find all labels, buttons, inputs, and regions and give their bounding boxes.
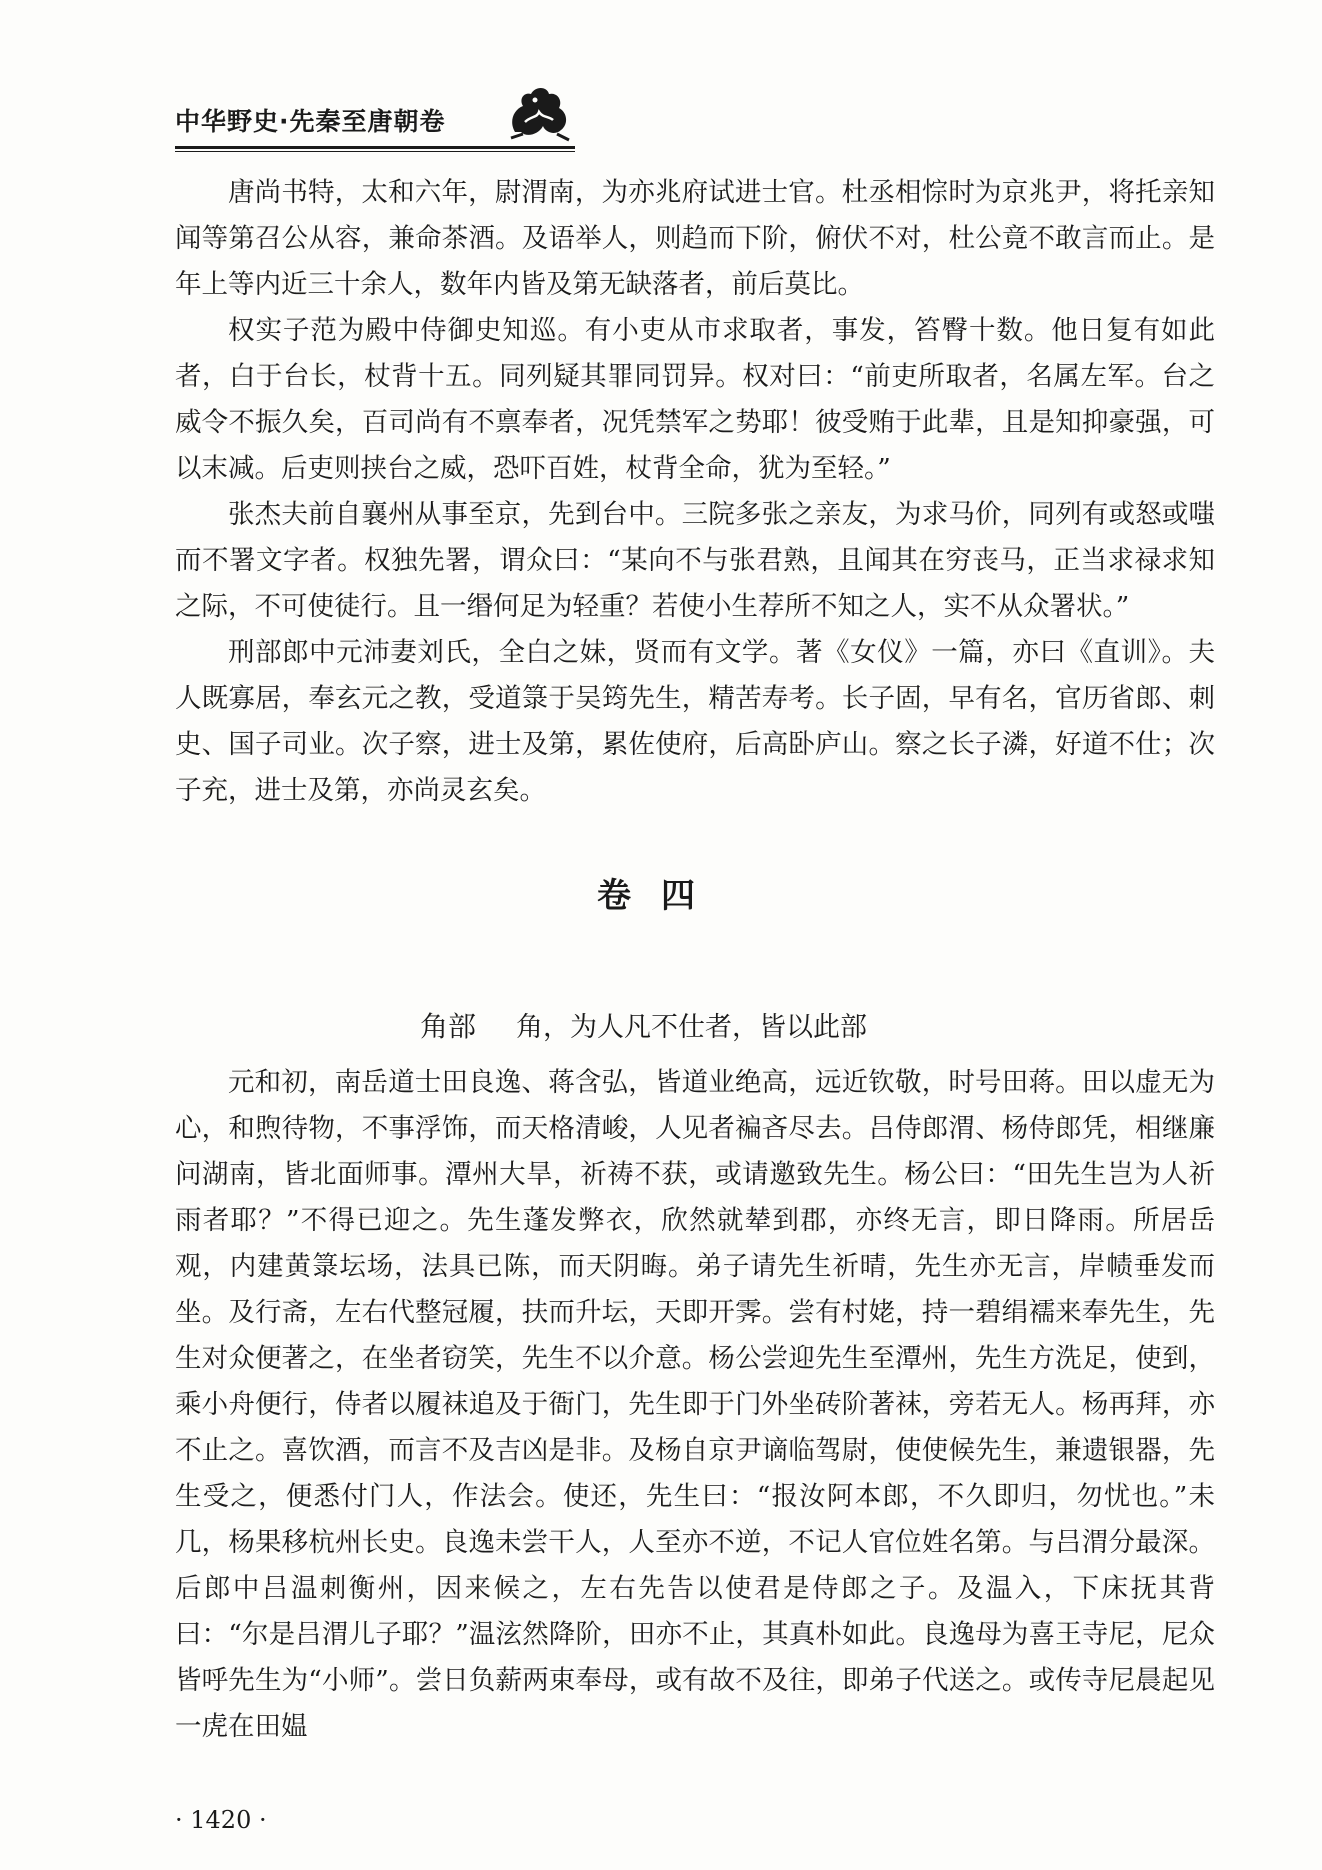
- section-2-text: [175, 1060, 1215, 1750]
- chapter-title: 卷四: [597, 876, 725, 916]
- paragraph: 刑部郎中元沛妻刘氏，全白之妹，贤而有文学。著《女仪》一篇，亦曰《直训》。夫人既寡居，奉玄元之教，受道箓于吴筠先生，精苦寿考。长子固，早有名，官历省郎、刺史、国子司业。次子察，进士及第，累佐使府，后高卧庐山。察之长子潾，好道不仕；次子充，进士及第，亦尚灵玄矣。: [175, 637, 1215, 806]
- section-heading: [420, 1005, 867, 1045]
- page-number: · 1420 ·: [175, 1806, 267, 1834]
- header-rule-thin: [175, 151, 575, 152]
- paragraph: 元和初，南岳道士田良逸、蒋含弘，皆道业绝高，远近钦敬，时号田蒋。田以虚无为心，和煦待物，不事浮饰，而天格清峻，人见者褊吝尽去。吕侍郎渭、杨侍郎凭，相继廉问湖南，皆北面师事。潭州大旱，祈祷不获，或请邀致先生。杨公曰：“田先生岂为人祈雨者耶？”不得已迎之。先生蓬发弊衣，欣然就辇到郡，亦终无言，即日降雨。所居岳观，内建黄箓坛场，法具已陈，而天阴晦。弟子请先生祈晴，先生亦无言，岸帻垂发而坐。及行斋，左右代整冠履，扶而升坛，天即开霁。尝有村姥，持一碧绢襦来奉先生，先生对众便著之，在坐者窃笑，先生不以介意。杨公尝迎先生至潭州，先生方洗足，使到，乘小舟便行，侍者以履袜追及于衙门，先生即于门外坐砖阶著袜，旁若无人。杨再拜，亦不止之。喜饮酒，而言不及吉凶是非。及杨自京尹谪临驾尉，使使候先生，兼遗银器，先生受之，便悉付门人，作法会。使还，先生曰：“报汝阿本郎，不久即归，勿忧也。”未几，杨果移杭州长史。良逸未尝干人，人至亦不逆，不记人官位姓名第。与吕渭分最深。后郎中吕温刺衡州，因来候之，左右先告以使君是侍郎之子。及温入，下床抚其背曰：“尔是吕渭儿子耶？”温泫然降阶，田亦不止，其真朴如此。良逸母为喜王寺尼，尼众皆呼先生为“小师”。尝日负薪两束奉母，或有故不及往，即弟子代送之。或传寺尼晨起见一虎在田媪: [175, 1067, 1215, 1742]
- dragon-icon: [505, 82, 575, 144]
- header-title: 中华野史·先秦至唐朝卷: [175, 107, 446, 136]
- paragraph: 张杰夫前自襄州从事至京，先到台中。三院多张之亲友，为求马价，同列有或怒或嗤而不署文字者。权独先署，谓众曰：“某向不与张君熟，且闻其在穷丧马，正当求禄求知之际，不可使徒行。且一缗何足为轻重？若使小生荐所不知之人，实不从众署状。”: [175, 499, 1215, 622]
- section-heading-sub: 角，为人凡不仕者，皆以此部: [516, 1012, 868, 1043]
- paragraph: 权实子范为殿中侍御史知巡。有小吏从市求取者，事发，笞臀十数。他日复有如此者，白于台长，杖背十五。同列疑其罪同罚异。权对曰：“前吏所取者，名属左军。台之威令不振久矣，百司尚有不禀奉者，况凭禁军之势耶！彼受贿于此辈，且是知抑豪强，可以末减。后吏则挟台之威，恐吓百姓，杖背全命，犹为至轻。”: [175, 315, 1215, 484]
- header-rule: [175, 146, 575, 149]
- section-heading-main: 角部: [420, 1010, 477, 1043]
- section-1-text: [175, 170, 1215, 814]
- paragraph: 唐尚书特，太和六年，尉渭南，为亦兆府试进士官。杜丞相悰时为京兆尹，将托亲知闻等第召公从容，兼命茶酒。及语举人，则趋而下阶，俯伏不对，杜公竟不敢言而止。是年上等内近三十余人，数年内皆及第无缺落者，前后莫比。: [175, 177, 1215, 300]
